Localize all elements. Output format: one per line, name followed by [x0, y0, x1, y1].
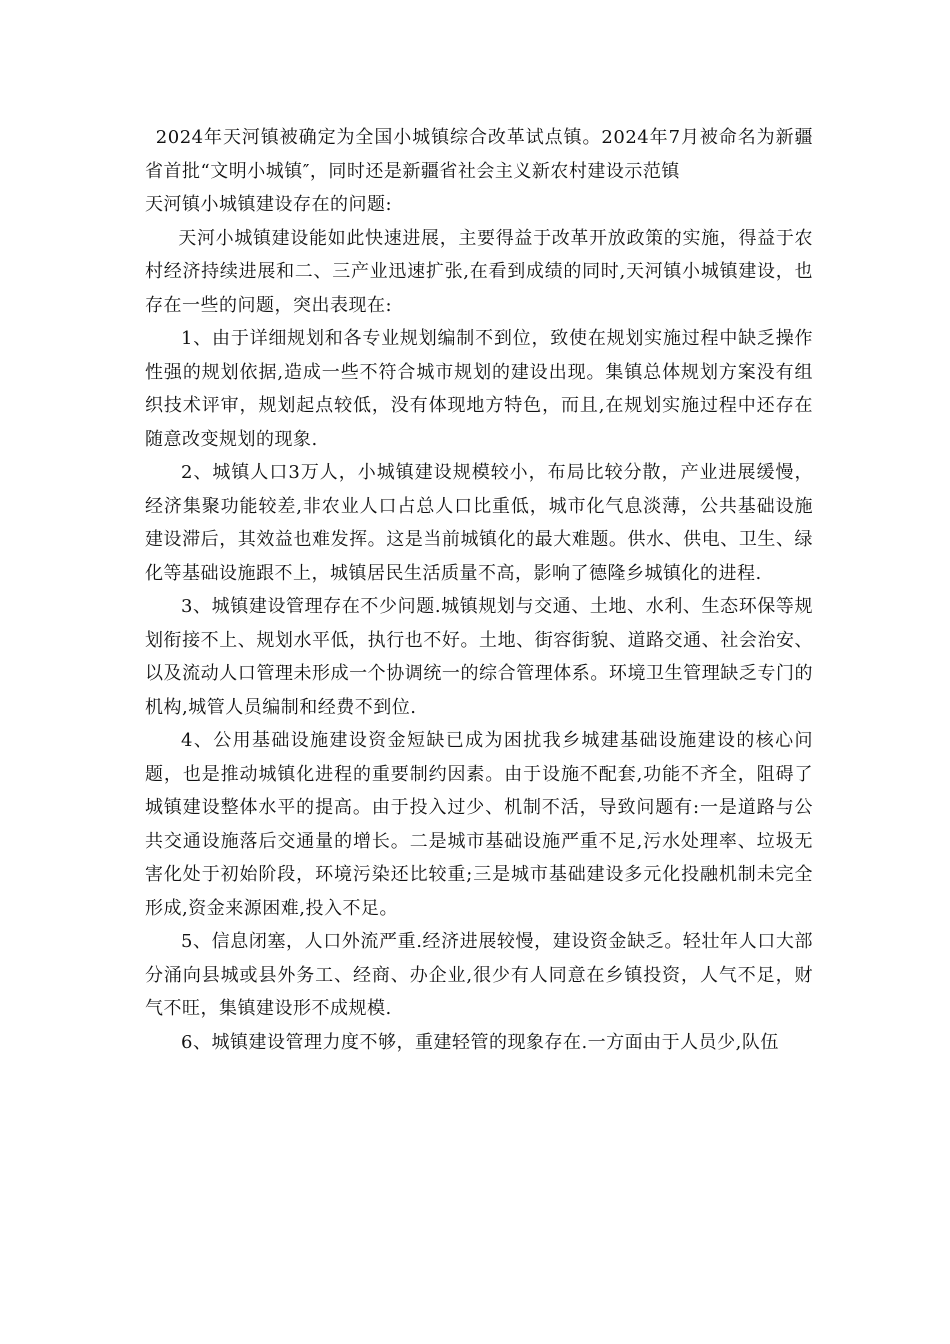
- section-heading: 天河镇小城镇建设存在的问题:: [145, 194, 393, 215]
- problem-paragraph-5: 5、信息闭塞，人口外流严重.经济进展较慢，建设资金缺乏。轻壮年人口大部分涌向县城或县外务工、经商、办企业,很少有人同意在乡镇投资，人气不足，财气不旺，集镇建设形不成规模.: [145, 931, 813, 1019]
- problem-paragraph-1: 1、由于详细规划和各专业规划编制不到位，致使在规划实施过程中缺乏操作性强的规划依据,造成一些不符合城市规划的建设出现。集镇总体规划方案没有组织技术评审，规划起点较低，没有体现地方特色，而且,在规划实施过程中还存在随意改变规划的现象.: [145, 328, 813, 450]
- document-body: [145, 121, 813, 1059]
- intro-paragraph: 2024年天河镇被确定为全国小城镇综合改革试点镇。2024年7月被命名为新疆省首批“文明小城镇″，同时还是新疆省社会主义新农村建设示范镇: [145, 127, 813, 182]
- problem-paragraph-2: 2、城镇人口3万人，小城镇建设规模较小，布局比较分散，产业进展缓慢，经济集聚功能较差,非农业人口占总人口比重低，城市化气息淡薄，公共基础设施建设滞后，其效益也难发挥。这是当前城镇化的最大难题。供水、供电、卫生、绿化等基础设施跟不上，城镇居民生活质量不高，影响了德隆乡城镇化的进程.: [145, 462, 813, 584]
- problem-paragraph-6: 6、城镇建设管理力度不够，重建轻管的现象存在.一方面由于人员少,队伍: [181, 1031, 779, 1053]
- problem-paragraph-4: 4、公用基础设施建设资金短缺已成为困扰我乡城建基础设施建设的核心问题，也是推动城镇化进程的重要制约因素。由于设施不配套,功能不齐全，阻碍了城镇建设整体水平的提高。由于投入过少、机制不活，导致问题有:一是道路与公共交通设施落后交通量的增长。二是城市基础设施严重不足,污水处理率、垃圾无害化处于初始阶段，环境污染还比较重;三是城市基础建设多元化投融机制未完全形成,资金来源困难,投入不足。: [145, 730, 813, 919]
- overview-paragraph: 天河小城镇建设能如此快速进展，主要得益于改革开放政策的实施，得益于农村经济持续进展和二、三产业迅速扩张,在看到成绩的同时,天河镇小城镇建设，也存在一些的问题，突出表现在:: [145, 227, 813, 316]
- problem-paragraph-3: 3、城镇建设管理存在不少问题.城镇规划与交通、土地、水利、生态环保等规划衔接不上、规划水平低，执行也不好。土地、街容街貌、道路交通、社会治安、以及流动人口管理未形成一个协调统一的综合管理体系。环境卫生管理缺乏专门的机构,城管人员编制和经费不到位.: [145, 596, 813, 718]
